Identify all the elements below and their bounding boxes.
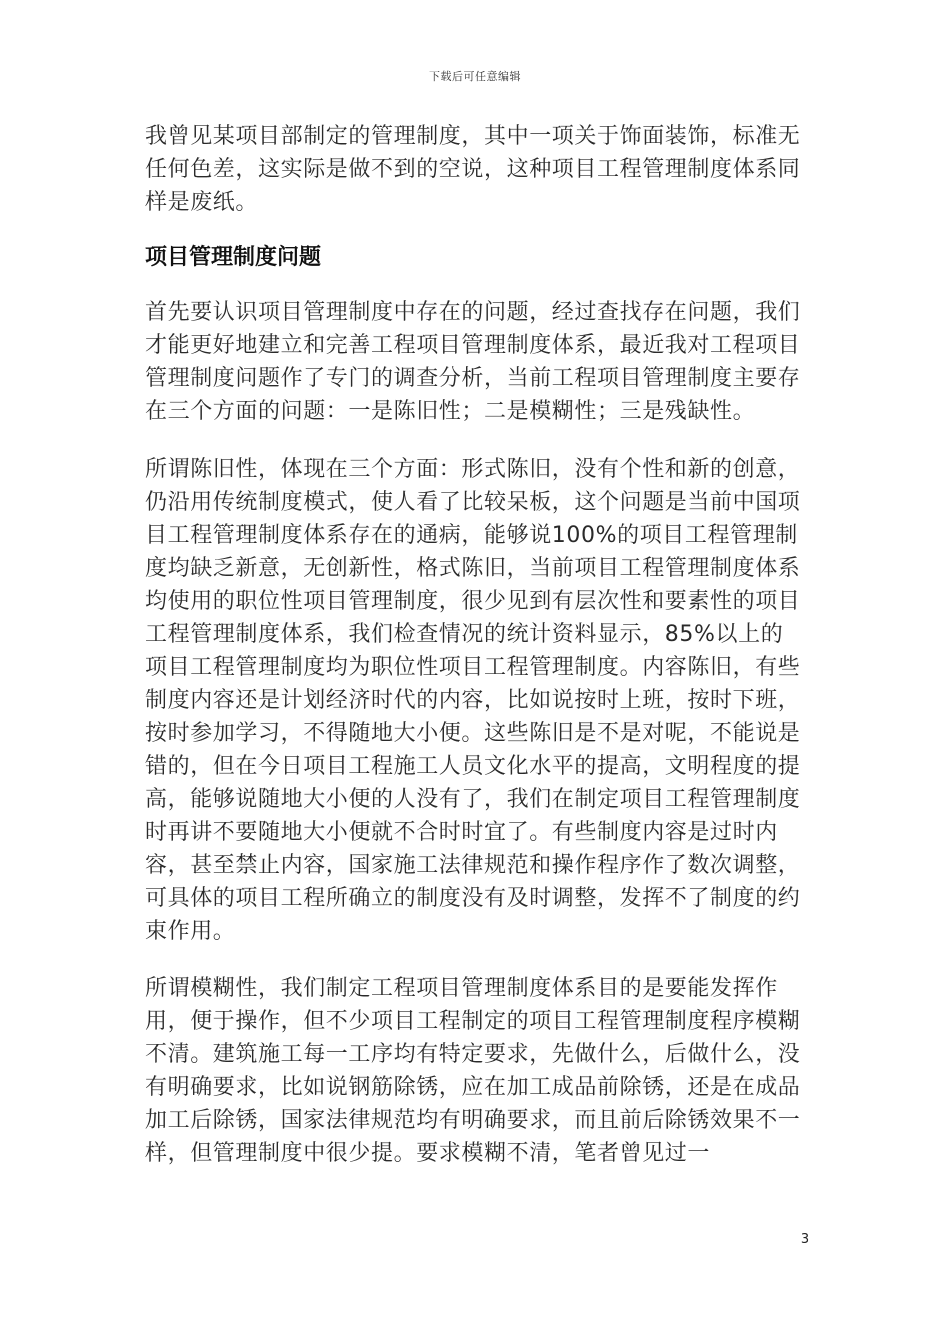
paragraph-problems: 首先要认识项目管理制度中存在的问题，经过查找存在问题，我们才能更好地建立和完善工程项目管理制度体系，最近我对工程项目管理制度问题作了专门的调查分析，当前工程项目管理制度主要存在三个方面的问题：一是陈旧性；二是模糊性；三是残缺性。 xyxy=(145,300,801,424)
running-header: 下载后可任意编辑 xyxy=(429,70,521,83)
paragraph-vagueness: 所谓模糊性，我们制定工程项目管理制度体系目的是要能发挥作用，便于操作，但不少项目工程制定的项目工程管理制度程序模糊不清。建筑施工每一工序均有特定要求，先做什么，后做什么，没有明确要求，比如说钢筋除锈，应在加工成品前除锈，还是在成品加工后除锈，国家法律规范均有明确要求，而且前后除锈效果不一样，但管理制度中很少提。要求模糊不清，笔者曾见过一 xyxy=(145,976,801,1166)
paragraph-intro: 我曾见某项目部制定的管理制度，其中一项关于饰面装饰，标准无任何色差，这实际是做不到的空说，这种项目工程管理制度体系同样是废纸。 xyxy=(145,124,801,215)
spacer xyxy=(145,274,805,296)
paragraph-outdated: 所谓陈旧性，体现在三个方面：形式陈旧，没有个性和新的创意，仍沿用传统制度模式，使人看了比较呆板，这个问题是当前中国项目工程管理制度体系存在的通病，能够说100%的项目工程管理制度均缺乏新意，无创新性，格式陈旧，当前项目工程管理制度体系均使用的职位性项目管理制度，很少见到有层次性和要素性的项目工程管理制度体系，我们检查情况的统计资料显示，85%以上的项目工程管理制度均为职位性项目工程管理制度。内容陈旧，有些制度内容还是计划经济时代的内容，比如说按时上班，按时下班，按时参加学习，不得随地大小便。这些陈旧是不是对呢，不能说是错的，但在今日项目工程施工人员文化水平的提高，文明程度的提高，能够说随地大小便的人没有了，我们在制定项目工程管理制度时再讲不要随地大小便就不合时时宜了。有些制度内容是过时内容，甚至禁止内容，国家施工法律规范和操作程序作了数次调整，可具体的项目工程所确立的制度没有及时调整，发挥不了制度的约束作用。 xyxy=(145,457,801,944)
spacer xyxy=(145,948,805,972)
document-body xyxy=(145,120,805,1170)
section-heading: 项目管理制度问题 xyxy=(145,245,322,270)
spacer xyxy=(145,219,805,241)
spacer xyxy=(145,428,805,453)
page-number: 3 xyxy=(800,1232,810,1247)
